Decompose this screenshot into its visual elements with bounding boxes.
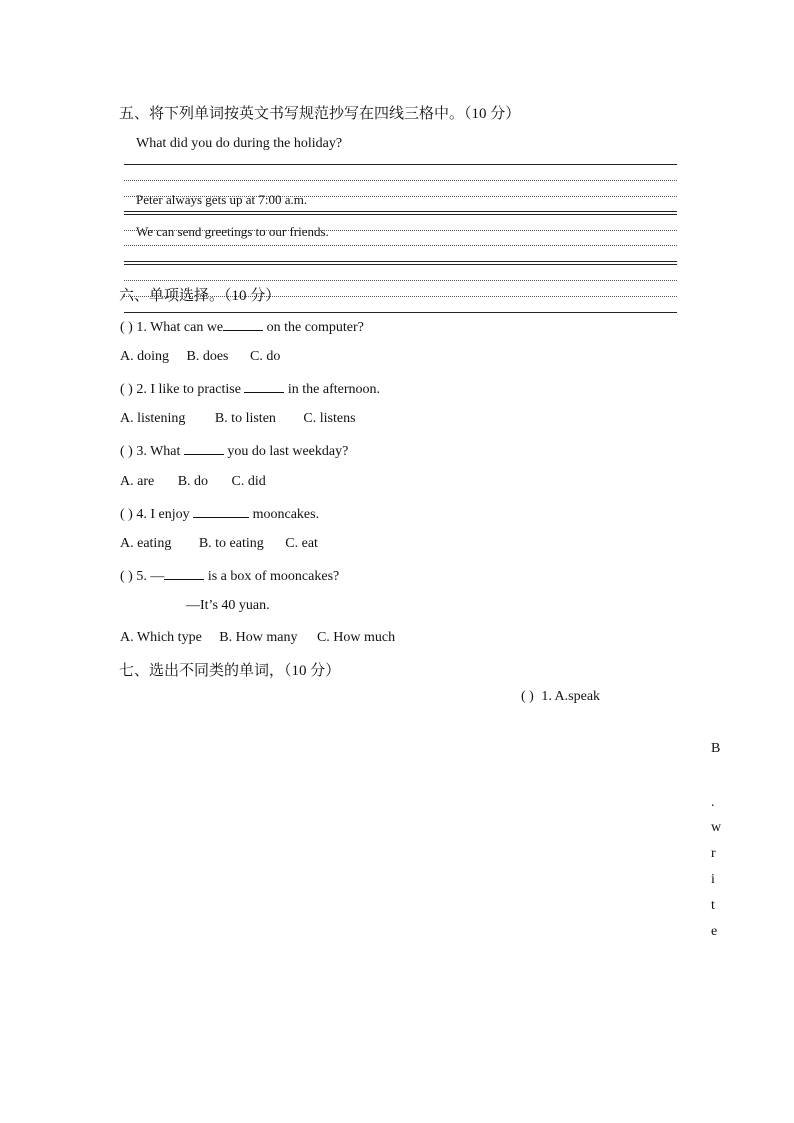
answer-blank	[164, 567, 204, 580]
options-5	[120, 630, 395, 646]
vertical-char: w	[711, 820, 722, 835]
question-1	[120, 318, 364, 336]
option-b: B. to listen	[214, 411, 276, 426]
answer-paren[interactable]: ( )	[120, 382, 133, 397]
option-b: B. do	[177, 474, 209, 489]
copy-sentence-3: We can send greetings to our friends.	[136, 224, 329, 239]
option-a: A. doing	[120, 349, 169, 364]
answer-blank	[184, 442, 224, 455]
section7-question-1	[521, 689, 600, 705]
question-text: 5. —	[136, 569, 165, 584]
options-3	[120, 474, 266, 490]
option-a: A. eating	[120, 536, 172, 551]
grid-line	[124, 211, 677, 212]
section6-title: 六、单项选择。（10 分）	[119, 288, 281, 304]
question-5-answer: —It’s 40 yuan.	[186, 598, 270, 613]
grid-line	[124, 264, 677, 265]
grid-line	[124, 230, 677, 231]
option-b: B. to eating	[198, 536, 264, 551]
vertical-char: t	[711, 898, 715, 913]
answer-paren[interactable]: ( )	[120, 444, 133, 459]
grid-line	[124, 245, 677, 246]
grid-line	[124, 180, 677, 181]
section7-title: 七、选出不同类的单词，（10 分）	[119, 663, 341, 679]
vertical-char: r	[711, 846, 716, 861]
option-c: C. listens	[303, 411, 356, 426]
question-text: is a box of mooncakes?	[204, 569, 340, 584]
grid-line	[124, 164, 677, 165]
question-text: 3. What	[136, 444, 184, 459]
vertical-char: i	[711, 872, 715, 887]
question-4	[120, 505, 319, 523]
answer-paren[interactable]: ( )	[120, 320, 133, 335]
vertical-char: B	[711, 741, 721, 756]
answer-blank	[223, 318, 263, 331]
grid-line	[124, 261, 677, 262]
option-b: B. How many	[219, 630, 298, 645]
option-a: A. listening	[120, 411, 186, 426]
question-text: on the computer?	[263, 320, 364, 335]
question-text: 4. I enjoy	[136, 507, 194, 522]
copy-sentence-1: What did you do during the holiday?	[136, 136, 343, 151]
answer-blank	[193, 505, 249, 518]
question-text: mooncakes.	[249, 507, 320, 522]
option-a: A. are	[120, 474, 155, 489]
question-text: you do last weekday?	[223, 444, 349, 459]
options-2	[120, 411, 356, 427]
option-c: C. eat	[285, 536, 318, 551]
grid-line	[124, 312, 677, 313]
copy-sentence-2: Peter always gets up at 7:00 a.m.	[136, 192, 308, 207]
grid-line	[124, 280, 677, 281]
question-text: 1. What can we	[136, 320, 224, 335]
option-c: C. do	[250, 349, 281, 364]
vertical-char: .	[711, 795, 715, 810]
vertical-char: e	[711, 924, 718, 939]
question-2	[120, 380, 380, 398]
section5-title: 五、将下列单词按英文书写规范抄写在四线三格中。（10 分）	[119, 106, 521, 122]
option-b: B. does	[186, 349, 229, 364]
answer-paren[interactable]: ( )	[120, 507, 133, 522]
question-text: 2. I like to practise	[136, 382, 245, 397]
grid-line	[124, 214, 677, 215]
question-text: in the afternoon.	[284, 382, 381, 397]
options-4	[120, 536, 318, 552]
question-5	[120, 567, 339, 585]
option-c: C. did	[231, 474, 266, 489]
options-1	[120, 349, 280, 365]
option-a: A. Which type	[120, 630, 202, 645]
answer-paren[interactable]: ( )	[521, 689, 534, 704]
option-c: C. How much	[316, 630, 396, 645]
answer-blank	[244, 380, 284, 393]
question-3	[120, 442, 348, 460]
question-text: 1. A.speak	[541, 689, 601, 704]
answer-paren[interactable]: ( )	[120, 569, 133, 584]
